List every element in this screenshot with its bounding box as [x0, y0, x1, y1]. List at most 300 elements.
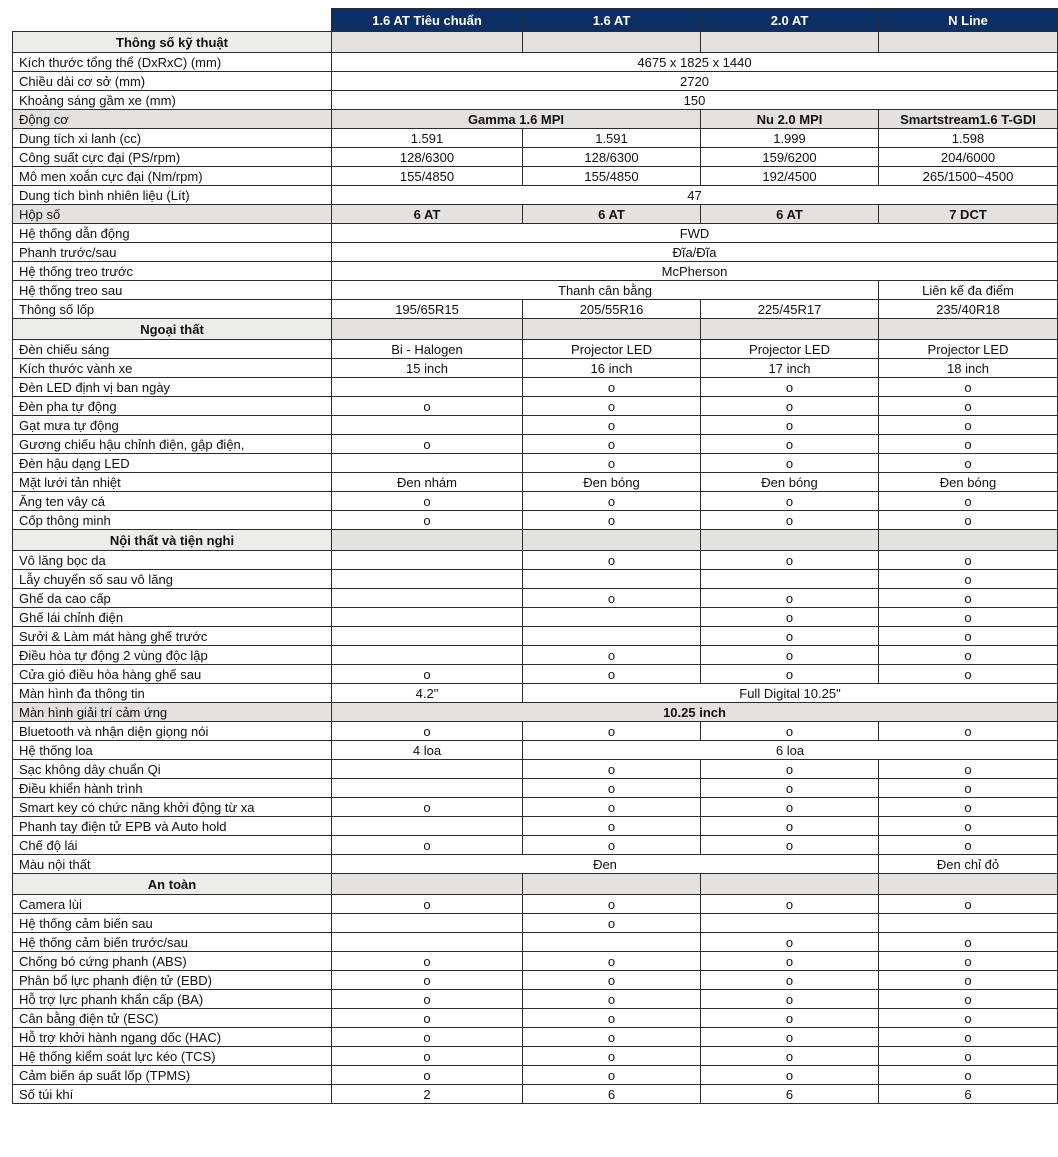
spec-value: 155/4850: [332, 167, 523, 186]
spec-table-body: [13, 32, 1058, 1104]
spec-row: [13, 855, 1058, 874]
feature-available-mark: o: [523, 435, 701, 454]
spec-value: Đen bóng: [879, 473, 1058, 492]
spec-row: [13, 817, 1058, 836]
spec-row: [13, 589, 1058, 608]
header-blank-cell: [13, 9, 332, 32]
spec-value: [332, 646, 523, 665]
spec-value: 1.598: [879, 129, 1058, 148]
feature-available-mark: o: [332, 492, 523, 511]
spec-label: Hệ thống dẫn động: [13, 224, 332, 243]
spec-value: 128/6300: [523, 148, 701, 167]
spec-label: Ghế lái chỉnh điện: [13, 608, 332, 627]
spec-row: [13, 281, 1058, 300]
spec-row: [13, 551, 1058, 570]
spec-value: 128/6300: [332, 148, 523, 167]
spec-value: Thanh cân bằng: [332, 281, 879, 300]
feature-available-mark: o: [523, 665, 701, 684]
spec-row: [13, 262, 1058, 281]
spec-row: [13, 760, 1058, 779]
feature-available-mark: o: [523, 798, 701, 817]
spec-value: FWD: [332, 224, 1058, 243]
spec-label: Hệ thống loa: [13, 741, 332, 760]
spec-value: [332, 378, 523, 397]
section-header-row: [13, 874, 1058, 895]
feature-available-mark: o: [879, 952, 1058, 971]
section-header-spacer: [332, 32, 523, 53]
feature-available-mark: o: [879, 933, 1058, 952]
section-header-spacer: [879, 530, 1058, 551]
spec-value: Projector LED: [879, 340, 1058, 359]
spec-row: [13, 646, 1058, 665]
spec-value: 6 AT: [701, 205, 879, 224]
spec-row: [13, 473, 1058, 492]
feature-available-mark: o: [332, 952, 523, 971]
spec-label: Hệ thống kiểm soát lực kéo (TCS): [13, 1047, 332, 1066]
feature-available-mark: o: [523, 971, 701, 990]
spec-row: [13, 129, 1058, 148]
spec-value: 205/55R16: [523, 300, 701, 319]
spec-value: 47: [332, 186, 1058, 205]
spec-value: [523, 627, 701, 646]
spec-row: [13, 608, 1058, 627]
feature-available-mark: o: [332, 1047, 523, 1066]
spec-label: Khoảng sáng gầm xe (mm): [13, 91, 332, 110]
section-header-spacer: [879, 32, 1058, 53]
feature-available-mark: o: [523, 378, 701, 397]
spec-label: Điều khiển hành trình: [13, 779, 332, 798]
spec-value: [332, 627, 523, 646]
feature-available-mark: o: [701, 589, 879, 608]
feature-available-mark: o: [523, 1009, 701, 1028]
spec-row: [13, 167, 1058, 186]
spec-label: Gương chiếu hậu chỉnh điện, gập điện,: [13, 435, 332, 454]
spec-value: 150: [332, 91, 1058, 110]
spec-label: Điều hòa tự động 2 vùng độc lập: [13, 646, 332, 665]
spec-row: [13, 53, 1058, 72]
spec-value: 6: [701, 1085, 879, 1104]
feature-available-mark: o: [879, 1047, 1058, 1066]
spec-value: Full Digital 10.25": [523, 684, 1058, 703]
spec-value: Đĩa/Đĩa: [332, 243, 1058, 262]
feature-available-mark: o: [701, 1066, 879, 1085]
spec-row: [13, 722, 1058, 741]
feature-available-mark: o: [523, 511, 701, 530]
feature-available-mark: o: [879, 760, 1058, 779]
spec-label: Hỗ trợ khởi hành ngang dốc (HAC): [13, 1028, 332, 1047]
spec-value: [332, 817, 523, 836]
feature-available-mark: o: [879, 779, 1058, 798]
spec-value: [332, 779, 523, 798]
spec-value: 155/4850: [523, 167, 701, 186]
feature-available-mark: o: [701, 1047, 879, 1066]
feature-available-mark: o: [879, 551, 1058, 570]
spec-row: [13, 914, 1058, 933]
spec-label: Ăng ten vây cá: [13, 492, 332, 511]
feature-available-mark: o: [701, 397, 879, 416]
spec-label: Công suất cực đại (PS/rpm): [13, 148, 332, 167]
spec-value: [332, 416, 523, 435]
feature-available-mark: o: [701, 665, 879, 684]
feature-available-mark: o: [879, 722, 1058, 741]
feature-available-mark: o: [523, 454, 701, 473]
feature-available-mark: o: [701, 646, 879, 665]
spec-value: 265/1500~4500: [879, 167, 1058, 186]
spec-value: Liên kế đa điểm: [879, 281, 1058, 300]
feature-available-mark: o: [701, 627, 879, 646]
feature-available-mark: o: [879, 798, 1058, 817]
spec-row: [13, 665, 1058, 684]
spec-row: [13, 359, 1058, 378]
spec-value: 6 AT: [332, 205, 523, 224]
spec-row: [13, 1009, 1058, 1028]
section-header-spacer: [523, 319, 701, 340]
spec-row: [13, 1028, 1058, 1047]
spec-value: 6 loa: [523, 741, 1058, 760]
spec-label: Hệ thống cảm biến trước/sau: [13, 933, 332, 952]
feature-available-mark: o: [879, 1028, 1058, 1047]
spec-row: [13, 703, 1058, 722]
feature-available-mark: o: [332, 836, 523, 855]
spec-row: [13, 148, 1058, 167]
spec-row: [13, 454, 1058, 473]
feature-available-mark: o: [879, 836, 1058, 855]
spec-value: 7 DCT: [879, 205, 1058, 224]
spec-value: 17 inch: [701, 359, 879, 378]
spec-row: [13, 205, 1058, 224]
feature-available-mark: o: [879, 492, 1058, 511]
spec-value: Nu 2.0 MPI: [701, 110, 879, 129]
spec-value: 6: [523, 1085, 701, 1104]
feature-available-mark: o: [523, 722, 701, 741]
feature-available-mark: o: [523, 952, 701, 971]
feature-available-mark: o: [701, 798, 879, 817]
spec-label: Mô men xoắn cực đại (Nm/rpm): [13, 167, 332, 186]
feature-available-mark: o: [701, 971, 879, 990]
spec-label: Màn hình đa thông tin: [13, 684, 332, 703]
section-header-spacer: [523, 874, 701, 895]
feature-available-mark: o: [523, 914, 701, 933]
feature-available-mark: o: [523, 416, 701, 435]
feature-available-mark: o: [332, 1009, 523, 1028]
feature-available-mark: o: [332, 435, 523, 454]
section-header-spacer: [523, 530, 701, 551]
feature-available-mark: o: [879, 397, 1058, 416]
section-header-spacer: [701, 32, 879, 53]
section-header-spacer: [879, 319, 1058, 340]
spec-label: Ghế da cao cấp: [13, 589, 332, 608]
feature-available-mark: o: [523, 990, 701, 1009]
feature-available-mark: o: [701, 435, 879, 454]
feature-available-mark: o: [879, 608, 1058, 627]
spec-row: [13, 91, 1058, 110]
feature-available-mark: o: [523, 1047, 701, 1066]
spec-value: Gamma 1.6 MPI: [332, 110, 701, 129]
spec-label: Bluetooth và nhận diện giọng nói: [13, 722, 332, 741]
spec-value: Đen nhám: [332, 473, 523, 492]
spec-row: [13, 397, 1058, 416]
section-header-spacer: [879, 874, 1058, 895]
section-header-spacer: [701, 874, 879, 895]
spec-label: Mặt lưới tản nhiệt: [13, 473, 332, 492]
spec-value: 16 inch: [523, 359, 701, 378]
feature-available-mark: o: [523, 589, 701, 608]
spec-label: Màn hình giải trí cảm ứng: [13, 703, 332, 722]
spec-row: [13, 952, 1058, 971]
feature-available-mark: o: [701, 933, 879, 952]
section-header-spacer: [332, 319, 523, 340]
feature-available-mark: o: [701, 416, 879, 435]
feature-available-mark: o: [701, 551, 879, 570]
feature-available-mark: o: [523, 1028, 701, 1047]
feature-available-mark: o: [701, 722, 879, 741]
spec-row: [13, 798, 1058, 817]
feature-available-mark: o: [701, 492, 879, 511]
spec-label: Đèn chiếu sáng: [13, 340, 332, 359]
spec-label: Đèn LED định vị ban ngày: [13, 378, 332, 397]
spec-value: Projector LED: [523, 340, 701, 359]
spec-label: Camera lùi: [13, 895, 332, 914]
feature-available-mark: o: [879, 1009, 1058, 1028]
feature-available-mark: o: [523, 836, 701, 855]
spec-value: 159/6200: [701, 148, 879, 167]
spec-label: Hệ thống treo sau: [13, 281, 332, 300]
feature-available-mark: o: [332, 397, 523, 416]
spec-value: Đen bóng: [523, 473, 701, 492]
spec-value: [332, 760, 523, 779]
feature-available-mark: o: [879, 1066, 1058, 1085]
feature-available-mark: o: [523, 1066, 701, 1085]
spec-value: 4675 x 1825 x 1440: [332, 53, 1058, 72]
spec-label: Chống bó cứng phanh (ABS): [13, 952, 332, 971]
spec-value: 1.591: [523, 129, 701, 148]
feature-available-mark: o: [879, 665, 1058, 684]
spec-value: 225/45R17: [701, 300, 879, 319]
feature-available-mark: o: [523, 779, 701, 798]
feature-available-mark: o: [332, 798, 523, 817]
spec-label: Sạc không dây chuẩn Qi: [13, 760, 332, 779]
feature-available-mark: o: [523, 397, 701, 416]
spec-label: Số túi khí: [13, 1085, 332, 1104]
spec-value: Bi - Halogen: [332, 340, 523, 359]
spec-label: Đèn hậu dạng LED: [13, 454, 332, 473]
spec-row: [13, 570, 1058, 589]
spec-row: [13, 378, 1058, 397]
spec-label: Kích thước vành xe: [13, 359, 332, 378]
spec-row: [13, 72, 1058, 91]
spec-value: [523, 570, 701, 589]
spec-value: 6: [879, 1085, 1058, 1104]
spec-row: [13, 779, 1058, 798]
spec-row: [13, 224, 1058, 243]
feature-available-mark: o: [701, 895, 879, 914]
feature-available-mark: o: [701, 1009, 879, 1028]
feature-available-mark: o: [332, 971, 523, 990]
spec-value: [701, 570, 879, 589]
section-header-row: [13, 530, 1058, 551]
spec-label: Vô lăng bọc da: [13, 551, 332, 570]
spec-label: Hệ thống treo trước: [13, 262, 332, 281]
section-header-spacer: [332, 530, 523, 551]
spec-label: Động cơ: [13, 110, 332, 129]
section-header-row: [13, 319, 1058, 340]
feature-available-mark: o: [701, 454, 879, 473]
feature-available-mark: o: [701, 990, 879, 1009]
spec-value: 6 AT: [523, 205, 701, 224]
spec-row: [13, 990, 1058, 1009]
feature-available-mark: o: [701, 952, 879, 971]
spec-value: Đen: [332, 855, 879, 874]
feature-available-mark: o: [879, 416, 1058, 435]
spec-value: [332, 608, 523, 627]
spec-value: 15 inch: [332, 359, 523, 378]
spec-label: Kích thước tổng thể (DxRxC) (mm): [13, 53, 332, 72]
spec-value: 235/40R18: [879, 300, 1058, 319]
model-header-1-6-at-standard: 1.6 AT Tiêu chuẩn: [332, 9, 523, 32]
spec-label: Chế độ lái: [13, 836, 332, 855]
spec-value: [332, 551, 523, 570]
spec-label: Đèn pha tự động: [13, 397, 332, 416]
feature-available-mark: o: [701, 608, 879, 627]
section-title: Ngoại thất: [13, 319, 332, 340]
spec-row: [13, 186, 1058, 205]
spec-row: [13, 416, 1058, 435]
spec-label: Phanh tay điện tử EPB và Auto hold: [13, 817, 332, 836]
spec-label: Hệ thống cảm biến sau: [13, 914, 332, 933]
spec-label: Hỗ trợ lực phanh khẩn cấp (BA): [13, 990, 332, 1009]
spec-row: [13, 933, 1058, 952]
feature-available-mark: o: [879, 817, 1058, 836]
spec-label: Cân bằng điện tử (ESC): [13, 1009, 332, 1028]
spec-value: [332, 589, 523, 608]
spec-value: 2: [332, 1085, 523, 1104]
model-header-n-line: N Line: [879, 9, 1058, 32]
feature-available-mark: o: [879, 589, 1058, 608]
feature-available-mark: o: [701, 817, 879, 836]
spec-value: 2720: [332, 72, 1058, 91]
feature-available-mark: o: [332, 895, 523, 914]
spec-row: [13, 741, 1058, 760]
feature-available-mark: o: [879, 627, 1058, 646]
spec-value: [332, 454, 523, 473]
spec-row: [13, 435, 1058, 454]
spec-label: Smart key có chức năng khởi động từ xa: [13, 798, 332, 817]
spec-value: Đen chỉ đỏ: [879, 855, 1058, 874]
spec-value: Projector LED: [701, 340, 879, 359]
feature-available-mark: o: [879, 511, 1058, 530]
section-title: An toàn: [13, 874, 332, 895]
spec-row: [13, 1085, 1058, 1104]
feature-available-mark: o: [701, 511, 879, 530]
spec-value: [332, 914, 523, 933]
spec-label: Sưởi & Làm mát hàng ghế trước: [13, 627, 332, 646]
spec-table: [12, 8, 1058, 1104]
spec-label: Phân bổ lực phanh điện tử (EBD): [13, 971, 332, 990]
feature-available-mark: o: [701, 779, 879, 798]
spec-label: Thông số lốp: [13, 300, 332, 319]
model-header-2-0-at: 2.0 AT: [701, 9, 879, 32]
feature-available-mark: o: [332, 990, 523, 1009]
spec-label: Gạt mưa tự động: [13, 416, 332, 435]
feature-available-mark: o: [879, 435, 1058, 454]
spec-label: Dung tích bình nhiên liệu (Lít): [13, 186, 332, 205]
spec-label: Hộp số: [13, 205, 332, 224]
feature-available-mark: o: [879, 378, 1058, 397]
feature-available-mark: o: [523, 492, 701, 511]
spec-label: Cốp thông minh: [13, 511, 332, 530]
feature-available-mark: o: [879, 570, 1058, 589]
section-title: Thông số kỹ thuật: [13, 32, 332, 53]
spec-value: 10.25 inch: [332, 703, 1058, 722]
spec-value: McPherson: [332, 262, 1058, 281]
feature-available-mark: o: [879, 646, 1058, 665]
spec-value: [523, 933, 701, 952]
spec-label: Cửa gió điều hòa hàng ghế sau: [13, 665, 332, 684]
spec-value: 1.591: [332, 129, 523, 148]
feature-available-mark: o: [523, 646, 701, 665]
spec-row: [13, 1047, 1058, 1066]
feature-available-mark: o: [332, 511, 523, 530]
feature-available-mark: o: [879, 454, 1058, 473]
spec-label: Dung tích xi lanh (cc): [13, 129, 332, 148]
spec-value: [332, 570, 523, 589]
feature-available-mark: o: [701, 1028, 879, 1047]
feature-available-mark: o: [332, 665, 523, 684]
model-header-1-6-at: 1.6 AT: [523, 9, 701, 32]
spec-row: [13, 895, 1058, 914]
feature-available-mark: o: [879, 990, 1058, 1009]
feature-available-mark: o: [701, 760, 879, 779]
spec-value: [879, 914, 1058, 933]
spec-row: [13, 243, 1058, 262]
spec-value: [701, 914, 879, 933]
feature-available-mark: o: [523, 551, 701, 570]
spec-row: [13, 684, 1058, 703]
feature-available-mark: o: [701, 378, 879, 397]
feature-available-mark: o: [701, 836, 879, 855]
spec-value: 4 loa: [332, 741, 523, 760]
feature-available-mark: o: [332, 722, 523, 741]
spec-row: [13, 1066, 1058, 1085]
section-header-spacer: [332, 874, 523, 895]
spec-value: 4.2": [332, 684, 523, 703]
spec-value: 195/65R15: [332, 300, 523, 319]
spec-label: Lẫy chuyển số sau vô lăng: [13, 570, 332, 589]
spec-label: Phanh trước/sau: [13, 243, 332, 262]
feature-available-mark: o: [523, 817, 701, 836]
spec-value: 204/6000: [879, 148, 1058, 167]
feature-available-mark: o: [332, 1028, 523, 1047]
feature-available-mark: o: [879, 895, 1058, 914]
spec-row: [13, 300, 1058, 319]
spec-row: [13, 511, 1058, 530]
spec-row: [13, 492, 1058, 511]
spec-label: Cảm biến áp suất lốp (TPMS): [13, 1066, 332, 1085]
spec-label: Màu nội thất: [13, 855, 332, 874]
spec-value: Đen bóng: [701, 473, 879, 492]
spec-value: 192/4500: [701, 167, 879, 186]
spec-row: [13, 836, 1058, 855]
spec-value: Smartstream1.6 T-GDI: [879, 110, 1058, 129]
section-header-spacer: [701, 319, 879, 340]
section-header-spacer: [701, 530, 879, 551]
feature-available-mark: o: [523, 760, 701, 779]
section-header-spacer: [523, 32, 701, 53]
spec-row: [13, 971, 1058, 990]
model-header-row: [13, 9, 1058, 32]
section-title: Nội thất và tiện nghi: [13, 530, 332, 551]
spec-value: 1.999: [701, 129, 879, 148]
